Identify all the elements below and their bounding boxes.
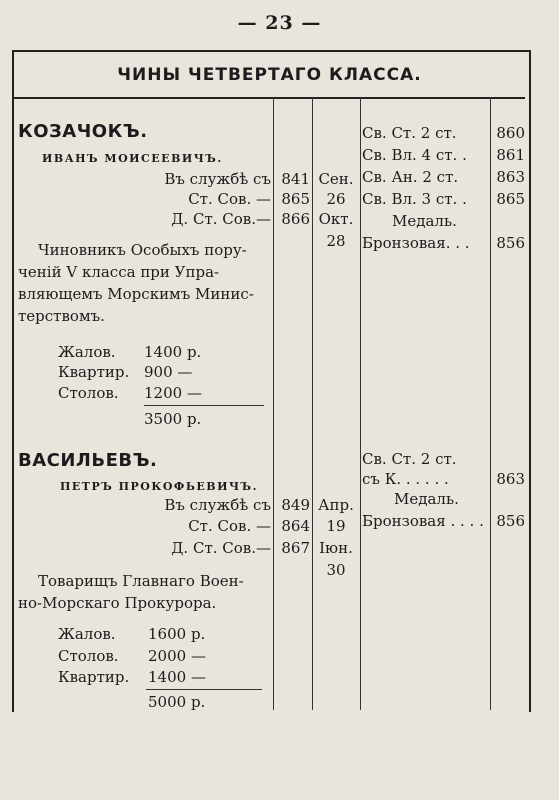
salary-amount: 1200 — bbox=[144, 384, 202, 402]
position-line: но-Морскаго Прокурора. bbox=[18, 594, 217, 612]
salary-label: Столов. bbox=[58, 647, 119, 665]
column-divider-award-year bbox=[490, 97, 491, 710]
award-label: Бронзовая. . . bbox=[362, 234, 470, 252]
award-year: 860 bbox=[496, 124, 525, 142]
page-number: — 23 — bbox=[237, 12, 322, 34]
salary-total: 5000 р. bbox=[148, 693, 206, 711]
service-date: 19 bbox=[326, 517, 346, 535]
sum-rule bbox=[144, 405, 264, 406]
service-date: 30 bbox=[326, 561, 346, 579]
service-year: 866 bbox=[281, 210, 310, 228]
award-year: 861 bbox=[496, 146, 525, 164]
position-line: ченій V класса при Упра- bbox=[18, 263, 220, 281]
service-label: Въ службѣ съ bbox=[164, 496, 271, 514]
service-year: 867 bbox=[281, 539, 310, 557]
service-year: 849 bbox=[281, 496, 310, 514]
award-label: Св. Ан. 2 ст. bbox=[362, 168, 459, 186]
given-names: ИВАНЪ МОИСЕЕВИЧЪ. bbox=[42, 152, 223, 165]
service-label: Д. Ст. Сов.— bbox=[171, 539, 271, 557]
position-line: терствомъ. bbox=[18, 307, 105, 325]
header-title: ЧИНЫ ЧЕТВЕРТАГО КЛАССА. bbox=[117, 65, 422, 85]
column-divider-awards bbox=[360, 97, 361, 710]
salary-total: 3500 р. bbox=[144, 410, 202, 428]
service-year: 864 bbox=[281, 517, 310, 535]
award-label: съ К. . . . . . bbox=[362, 470, 449, 488]
service-date: 28 bbox=[326, 232, 346, 250]
service-date: Окт. bbox=[318, 210, 354, 228]
salary-label: Квартир. bbox=[58, 668, 130, 686]
service-year: 865 bbox=[281, 190, 310, 208]
salary-label: Квартир. bbox=[58, 363, 130, 381]
given-names: ПЕТРЪ ПРОКОФЬЕВИЧЪ. bbox=[60, 480, 258, 493]
service-year: 841 bbox=[281, 170, 310, 188]
award-label: Бронзовая . . . . bbox=[362, 512, 484, 530]
sum-rule bbox=[146, 689, 262, 690]
column-divider-date bbox=[312, 97, 313, 710]
service-label: Д. Ст. Сов.— bbox=[171, 210, 271, 228]
award-year: 865 bbox=[496, 190, 525, 208]
salary-amount: 900 — bbox=[144, 363, 193, 381]
position-line: Товарищъ Главнаго Воен- bbox=[38, 572, 244, 590]
salary-label: Столов. bbox=[58, 384, 119, 402]
service-date: Сен. bbox=[318, 170, 354, 188]
award-year: 863 bbox=[496, 470, 525, 488]
surname: КОЗАЧОКЪ. bbox=[18, 121, 148, 142]
position-line: Чиновникъ Особыхъ пору- bbox=[38, 241, 247, 259]
surname: ВАСИЛЬЕВЪ. bbox=[18, 450, 158, 471]
salary-amount: 1400 р. bbox=[144, 343, 202, 361]
service-date: 26 bbox=[326, 190, 346, 208]
award-label: Св. Вл. 3 ст. . bbox=[362, 190, 467, 208]
service-label: Въ службѣ съ bbox=[164, 170, 271, 188]
award-year: 856 bbox=[496, 234, 525, 252]
salary-label: Жалов. bbox=[58, 625, 116, 643]
table-header bbox=[14, 53, 525, 99]
award-label: Св. Ст. 2 ст. bbox=[362, 124, 457, 142]
award-year: 856 bbox=[496, 512, 525, 530]
service-label: Ст. Сов. — bbox=[188, 517, 271, 535]
award-label: Св. Вл. 4 ст. . bbox=[362, 146, 467, 164]
award-year: 863 bbox=[496, 168, 525, 186]
salary-amount: 2000 — bbox=[148, 647, 206, 665]
salary-amount: 1600 р. bbox=[148, 625, 206, 643]
position-line: вляющемъ Морскимъ Минис- bbox=[18, 285, 254, 303]
salary-label: Жалов. bbox=[58, 343, 116, 361]
service-date: Апр. bbox=[318, 496, 354, 514]
award-label: Медаль. bbox=[392, 212, 457, 230]
service-date: Іюн. bbox=[319, 539, 353, 557]
award-label: Медаль. bbox=[394, 490, 459, 508]
award-label: Св. Ст. 2 ст. bbox=[362, 450, 457, 468]
column-divider-year bbox=[273, 97, 274, 710]
salary-amount: 1400 — bbox=[148, 668, 206, 686]
service-label: Ст. Сов. — bbox=[188, 190, 271, 208]
